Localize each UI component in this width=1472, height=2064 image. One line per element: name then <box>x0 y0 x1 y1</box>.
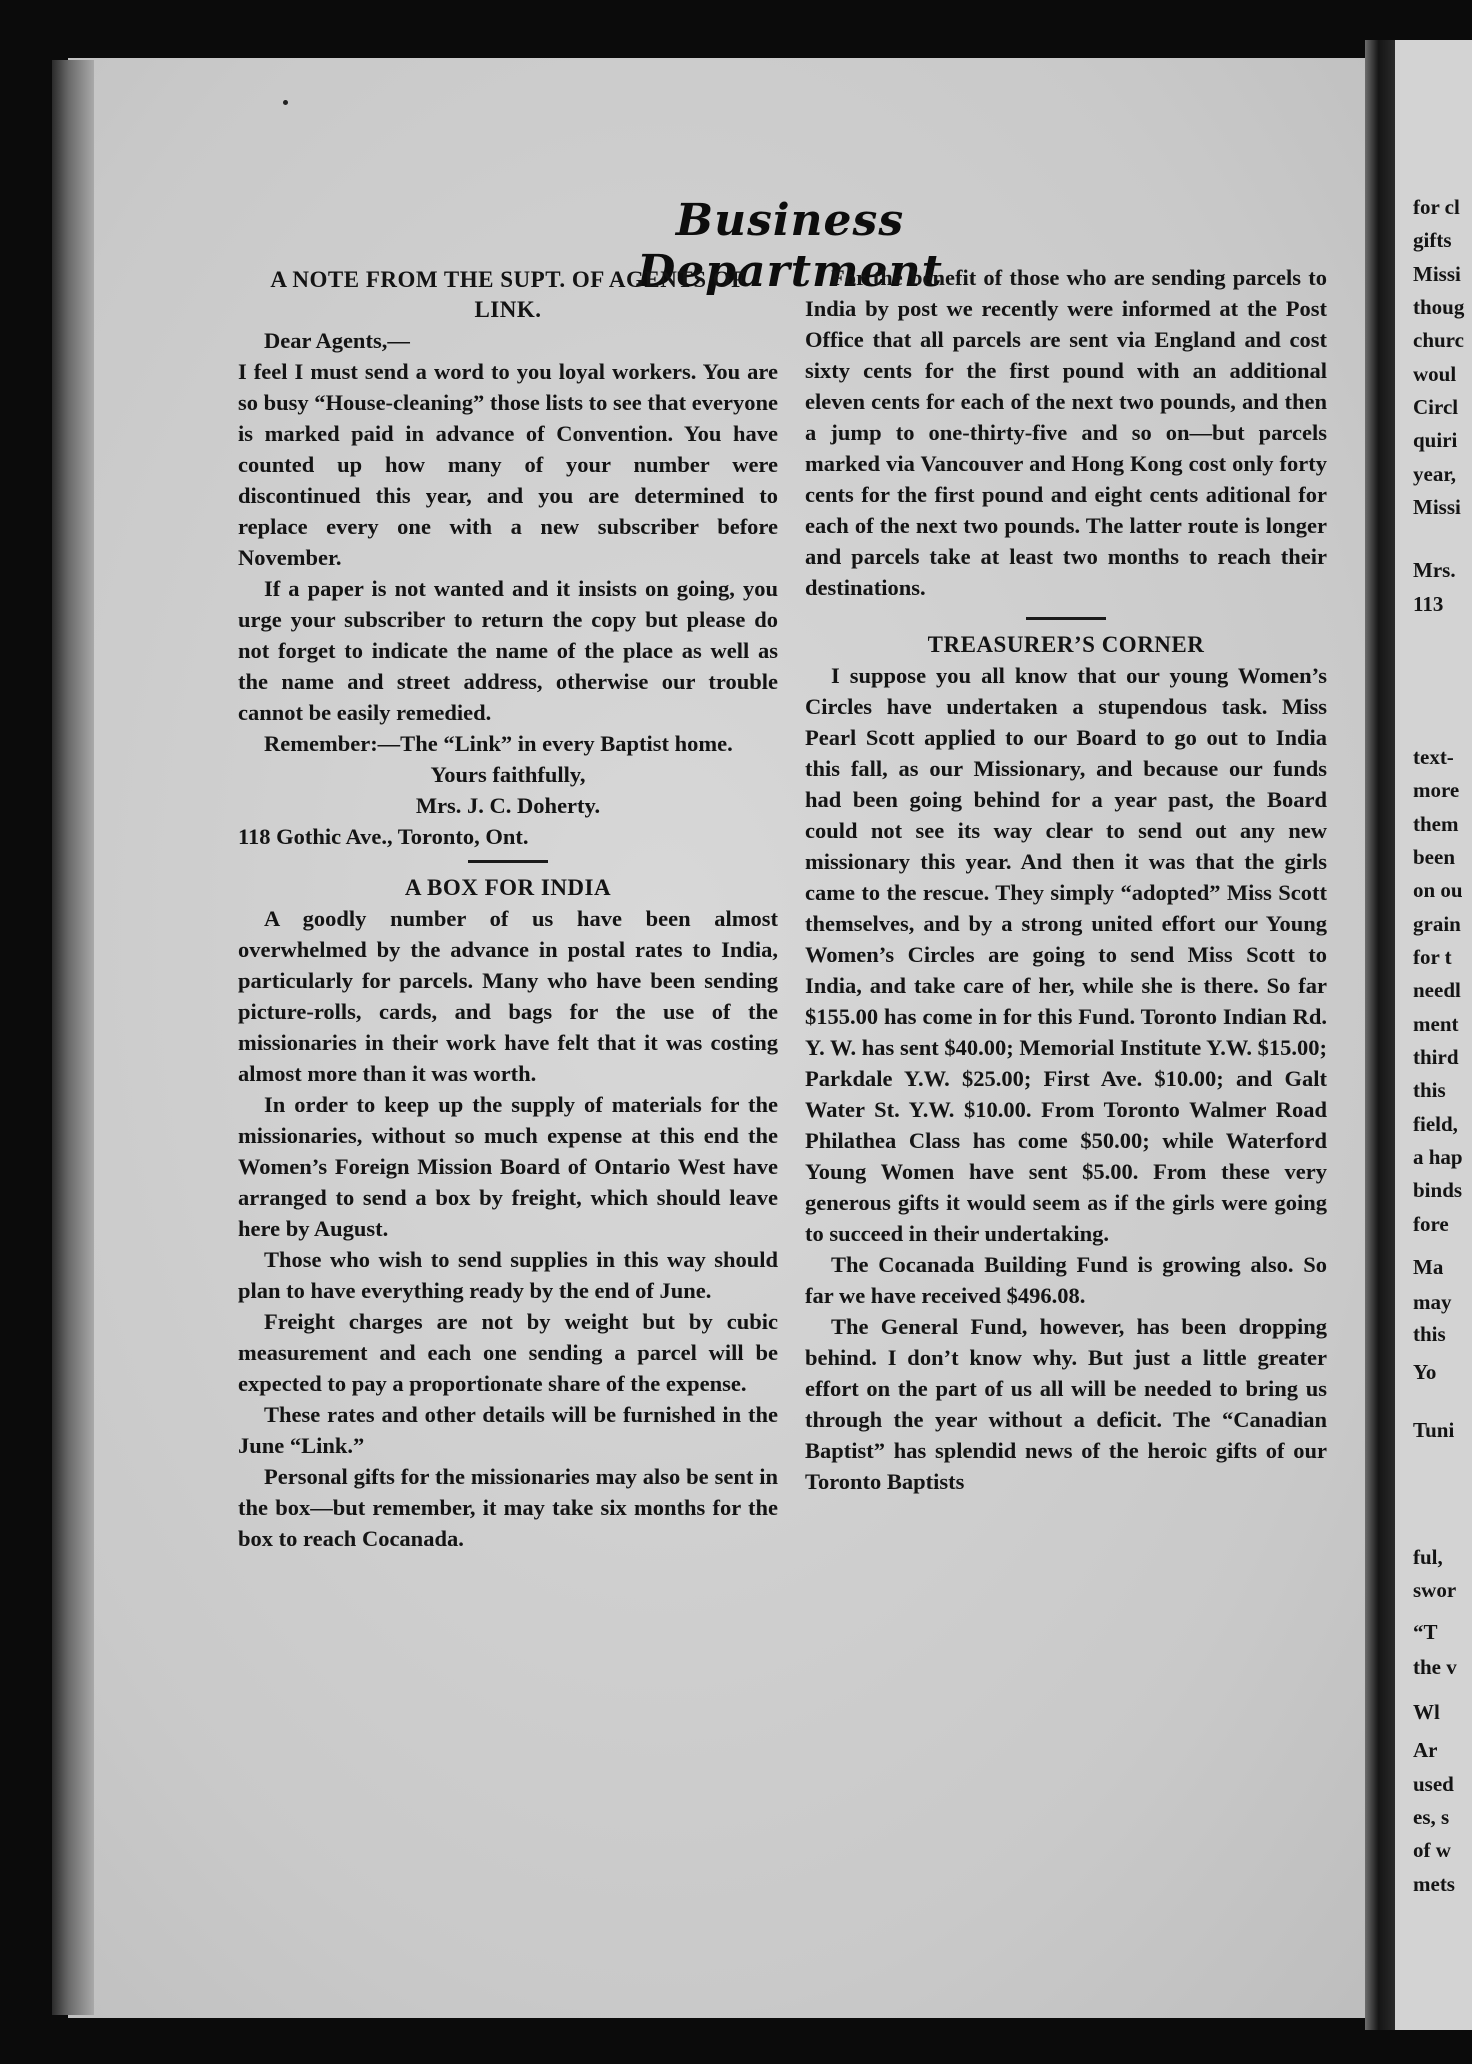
facing-page-text-fragment: may <box>1413 1290 1452 1314</box>
facing-page-text-fragment: them <box>1413 812 1459 836</box>
note-salutation: Dear Agents,— <box>264 328 410 353</box>
facing-page-text-fragment: es, s <box>1413 1805 1450 1829</box>
treasurer-paragraph-2: The Cocanada Building Fund is growing also. So far we have received $496.08. <box>805 1252 1327 1308</box>
facing-page-text-fragment: Missi <box>1413 495 1461 519</box>
facing-page-text-fragment: Missi <box>1413 262 1461 286</box>
note-signature: Mrs. J. C. Doherty. <box>415 793 601 818</box>
box-paragraph-5: These rates and other details will be furnished in the June “Link.” <box>238 1402 778 1458</box>
facing-page-text-fragment: for cl <box>1413 195 1460 219</box>
facing-page-text-fragment: mets <box>1413 1872 1455 1896</box>
facing-page-text-fragment: “T <box>1413 1620 1438 1644</box>
book-gutter <box>1365 40 1395 2030</box>
facing-page-text-fragment: for t <box>1413 945 1452 969</box>
right-column <box>805 262 1327 1497</box>
facing-page-text-fragment: Ar <box>1413 1738 1438 1762</box>
note-heading: A NOTE FROM THE SUPT. OF AGENTS OF LINK. <box>270 267 746 322</box>
ink-speck <box>283 100 288 105</box>
facing-page-text-fragment: Wl <box>1413 1700 1440 1724</box>
facing-page-text-fragment: thoug <box>1413 295 1465 319</box>
facing-page-text-fragment: year, <box>1413 462 1456 486</box>
box-paragraph-1: A goodly number of us have been almost overwhelmed by the advance in postal rates to India, particularly for parcels. Many who have been sending picture-rolls, cards, and bags for the use of the missionaries in their work have felt that it was costing almost more than it was worth. <box>238 906 778 1086</box>
section-divider <box>468 860 548 863</box>
treasurer-paragraph-1: I suppose you all know that our young Women’s Circles have undertaken a stupendous task. Miss Pearl Scott applied to our Board to go out to India this fall, as our Missionary, and because our funds had been going behind for a year past, the Board could not see its way clear to send out any new missionary this year. And then it was that the girls came to the rescue. They simply “adopted” Miss Scott themselves, and by a strong united effort our Young Women’s Circles are going to send Miss Scott to India, and take care of her, while she is there. So far $155.00 has come in for this Fund. Toronto Indian Rd. Y. W. has sent $40.00; Memorial Institute Y.W. $15.00; Parkdale Y.W. $25.00; First Ave. $10.00; and Galt Water St. Y.W. $10.00. From Toronto Walmer Road Philathea Class has come $50.00; while Waterford Young Women have sent $5.00. From these very generous gifts it would seem as if the girls were going to succeed in their undertaking. <box>805 663 1327 1246</box>
facing-page-text-fragment: Circl <box>1413 395 1459 419</box>
facing-page-text-fragment: swor <box>1413 1578 1457 1602</box>
facing-page-text-fragment: gifts <box>1413 228 1452 252</box>
facing-page-text-fragment: field, <box>1413 1112 1458 1136</box>
facing-page-text-fragment: third <box>1413 1045 1459 1069</box>
facing-page-text-fragment: Mrs. <box>1413 558 1456 582</box>
facing-page-text-fragment: of w <box>1413 1838 1451 1862</box>
box-paragraph-4: Freight charges are not by weight but by cubic measurement and each one sending a parcel will be expected to pay a proportionate share of the expense. <box>238 1309 778 1396</box>
note-paragraph-3: Remember:—The “Link” in every Baptist home. <box>264 731 733 756</box>
note-paragraph-2: If a paper is not wanted and it insists on going, you urge your subscriber to return the copy but please do not forget to indicate the name of the place as well as the name and street address, otherwise our trouble cannot be easily remedied. <box>238 576 778 725</box>
facing-page-text-fragment: woul <box>1413 362 1457 386</box>
page-binding-edge <box>52 60 94 2015</box>
box-paragraph-6: Personal gifts for the missionaries may also be sent in the box—but remember, it may take six months for the box to reach Cocanada. <box>238 1464 778 1551</box>
facing-page-text-fragment: Tuni <box>1413 1418 1455 1442</box>
treasurer-paragraph-3: The General Fund, however, has been dropping behind. I don’t know why. But just a little greater effort on the part of us all will be needed to bring us through the year without a deficit. The “Canadian Baptist” has splendid news of the heroic gifts of our Toronto Baptists <box>805 1314 1327 1494</box>
facing-page-text-fragment: the v <box>1413 1655 1457 1679</box>
facing-page-text-fragment: grain <box>1413 912 1461 936</box>
facing-page-text-fragment: fore <box>1413 1212 1449 1236</box>
facing-page-text-fragment: text- <box>1413 745 1454 769</box>
box-paragraph-3: Those who wish to send supplies in this way should plan to have everything ready by the end of June. <box>238 1247 778 1303</box>
facing-page-text-fragment: churc <box>1413 328 1464 352</box>
facing-page-fragment <box>1395 40 1472 2030</box>
facing-page-text-fragment: this <box>1413 1322 1446 1346</box>
facing-page-text-fragment: 113 <box>1413 592 1444 616</box>
page-header-title: Business Department <box>637 195 943 297</box>
facing-page-text-fragment: on ou <box>1413 878 1463 902</box>
note-paragraph-1: I feel I must send a word to you loyal workers. You are so busy “House-cleaning” those lists to see that everyone is marked paid in advance of Convention. You have counted up how many of your number were discontinued this year, and you are determined to replace every one with a new subscriber before November. <box>238 359 778 570</box>
treasurer-heading: TREASURER’S CORNER <box>927 632 1205 657</box>
parcels-paragraph: For the benefit of those who are sending parcels to India by post we recently were informed at the Post Office that all parcels are sent via England and cost sixty cents for the first pound with an additional eleven cents for each of the next two pounds, and then a jump to one-thirty-five and so on—but parcels marked via Vancouver and Hong Kong cost only forty cents for the first pound and eight cents aditional for each of the next two pounds. The latter route is longer and parcels take at least two months to reach their destinations. <box>805 265 1327 600</box>
facing-page-text-fragment: needl <box>1413 978 1461 1002</box>
left-column <box>238 265 778 1554</box>
box-paragraph-2: In order to keep up the supply of materials for the missionaries, without so much expense at this end the Women’s Foreign Mission Board of Ontario West have arranged to send a box by freight, which should leave here by August. <box>238 1092 778 1241</box>
box-heading: A BOX FOR INDIA <box>404 875 612 900</box>
note-closing: Yours faithfully, <box>430 762 586 787</box>
facing-page-text-fragment: ment <box>1413 1012 1459 1036</box>
facing-page-text-fragment: ful, <box>1413 1545 1443 1569</box>
facing-page-text-fragment: Yo <box>1413 1360 1437 1384</box>
facing-page-text-fragment: quiri <box>1413 428 1458 452</box>
facing-page-text-fragment: more <box>1413 778 1460 802</box>
facing-page-text-fragment: this <box>1413 1078 1446 1102</box>
facing-page-text-fragment: been <box>1413 845 1455 869</box>
facing-page-text-fragment: used <box>1413 1772 1454 1796</box>
facing-page-text-fragment: binds <box>1413 1178 1463 1202</box>
note-address: 118 Gothic Ave., Toronto, Ont. <box>238 824 529 849</box>
section-divider <box>1026 617 1106 620</box>
facing-page-text-fragment: a hap <box>1413 1145 1463 1169</box>
facing-page-text-fragment: Ma <box>1413 1255 1444 1279</box>
